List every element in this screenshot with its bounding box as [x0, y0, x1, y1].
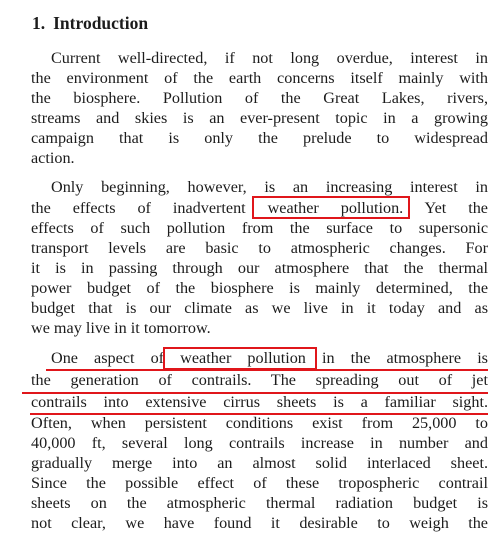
paragraph-2-line-7: budget that is our climate as we live in it today and as — [31, 299, 488, 317]
paragraph-3-line-9: not clear, we have found it desirable to weigh the — [31, 514, 488, 532]
paragraph-2-line-8: we may live in it tomorrow. — [31, 319, 211, 337]
paragraph-3-line-1: One aspect of weather pollution in the atmosphere is — [51, 349, 488, 367]
paragraph-2-line-1: Only beginning, however, is an increasing interest in — [51, 178, 488, 196]
paragraph-1-line-4: streams and skies is an ever-present topic in a growing — [31, 109, 488, 127]
paragraph-3-line-3: contrails into extensive cirrus sheets is a familiar sight. — [31, 393, 488, 411]
paragraph-3-line-8: sheets on the atmospheric thermal radiation budget is — [31, 494, 488, 512]
paragraph-2-line-3: effects of such pollution from the surface to supersonic — [31, 219, 488, 237]
paragraph-3-line-4: Often, when persistent conditions exist from 25,000 to — [31, 414, 488, 432]
paragraph-1-line-2: the environment of the earth concerns itself mainly with — [31, 69, 488, 87]
paragraph-1-line-1: Current well-directed, if not long overdue, interest in — [51, 49, 488, 67]
paragraph-3-line-2: the generation of contrails. The spreading out of jet — [31, 371, 488, 389]
paragraph-2-line-4: transport levels are basic to atmospheric changes. For — [31, 239, 488, 257]
paragraph-3-line-6: gradually merge into an almost solid interlaced sheet. — [31, 454, 488, 472]
paragraph-1-line-3: the biosphere. Pollution of the Great Lakes, rivers, — [31, 89, 488, 107]
paragraph-3-line-7: Since the possible effect of these tropospheric contrail — [31, 474, 488, 492]
section-title: Introduction — [53, 13, 149, 33]
paragraph-2-line-2: the effects of inadvertent weather pollution. Yet the — [31, 199, 488, 217]
section-heading — [32, 12, 148, 34]
paragraph-2-line-6: power budget of the biosphere is mainly determined, the — [31, 279, 488, 297]
paragraph-1-line-6: action. — [31, 149, 75, 167]
paragraph-2-line-5: it is in passing through our atmosphere that the thermal — [31, 259, 488, 277]
paragraph-1-line-5: campaign that is only the prelude to widespread — [31, 129, 488, 147]
section-number: 1. — [32, 13, 46, 33]
paragraph-3-line-5: 40,000 ft, several long contrails increase in number and — [31, 434, 488, 452]
